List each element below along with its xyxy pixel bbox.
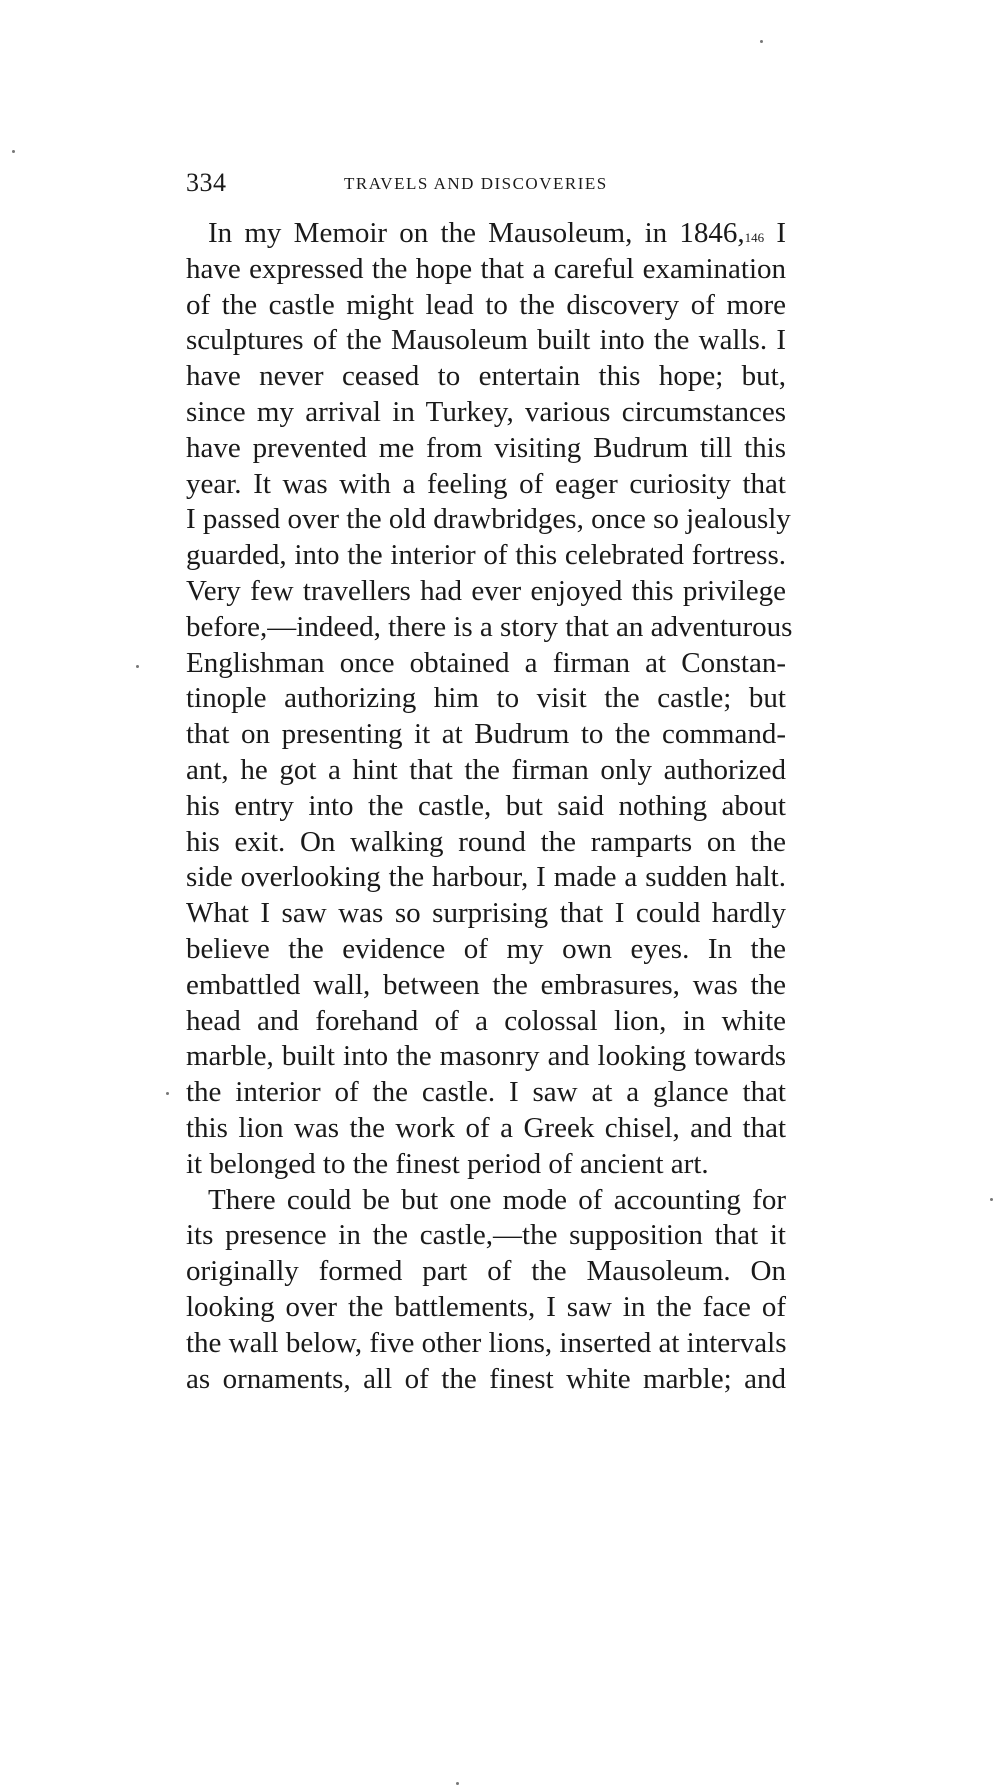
text-line: side overlooking the harbour, I made a sudden halt. (186, 861, 786, 894)
paragraph-2 (186, 1183, 786, 1398)
paper-speck (166, 1092, 169, 1095)
text-line: since my arrival in Turkey, various circumstances (186, 395, 786, 428)
text-line: ant, he got a hint that the firman only authorized (186, 753, 786, 786)
text-line: In my Memoir on the Mausoleum, in 1846,$^{146}$ I (208, 217, 787, 249)
text-line: year. It was with a feeling of eager curiosity that (186, 467, 786, 500)
text-line: that on presenting it at Budrum to the command- (186, 718, 786, 751)
paper-speck (136, 665, 139, 668)
text-line: before,—indeed, there is a story that an adventurous (186, 610, 793, 643)
text-line: marble, built into the masonry and looking towards (186, 1040, 786, 1073)
text-line: embattled wall, between the embrasures, was the (186, 968, 786, 1001)
page-number: 334 (186, 168, 227, 197)
text-line: Very few travellers had ever enjoyed this privilege (186, 574, 786, 607)
text-line: tinople authorizing him to visit the castle; but (186, 682, 786, 715)
text-line: have prevented me from visiting Budrum till this (186, 431, 786, 464)
paragraph-1 (186, 216, 793, 1183)
text-line: the interior of the castle. I saw at a glance that (186, 1076, 786, 1109)
text-line: its presence in the castle,—the supposition that it (186, 1219, 786, 1252)
text-line: sculptures of the Mausoleum built into the walls. I (186, 324, 786, 357)
text-line: have expressed the hope that a careful examination (186, 252, 786, 285)
text-line: Englishman once obtained a firman at Constan- (186, 646, 786, 679)
text-line: his entry into the castle, but said nothing about (186, 789, 786, 822)
body-text (186, 216, 793, 1397)
text-line: of the castle might lead to the discovery of more (186, 288, 786, 321)
text-line: it belonged to the finest period of ancient art. (186, 1147, 709, 1180)
text-line: What I saw was so surprising that I could hardly (186, 897, 786, 930)
text-line: There could be but one mode of accounting for (208, 1183, 786, 1216)
text-line: as ornaments, all of the finest white marble; and (186, 1362, 786, 1395)
text-line: have never ceased to entertain this hope; but, (186, 360, 786, 393)
paper-speck (760, 40, 763, 43)
paper-speck (12, 150, 15, 153)
text-line: his exit. On walking round the ramparts on the (186, 825, 786, 858)
text-line: guarded, into the interior of this celebrated fortress. (186, 539, 786, 572)
text-line: believe the evidence of my own eyes. In the (186, 932, 786, 965)
text-line: this lion was the work of a Greek chisel, and that (186, 1111, 786, 1144)
text-line: head and forehand of a colossal lion, in white (186, 1004, 786, 1037)
paper-speck (990, 1198, 993, 1201)
page-header (186, 168, 786, 208)
text-line: the wall below, five other lions, inserted at intervals (186, 1326, 787, 1359)
text-line: looking over the battlements, I saw in the face of (186, 1290, 786, 1323)
footnote-reference: 146 (744, 230, 765, 245)
running-head: TRAVELS AND DISCOVERIES (344, 174, 608, 193)
text-line: I passed over the old drawbridges, once so jealously (186, 503, 791, 536)
text-line: originally formed part of the Mausoleum. On (186, 1255, 786, 1288)
